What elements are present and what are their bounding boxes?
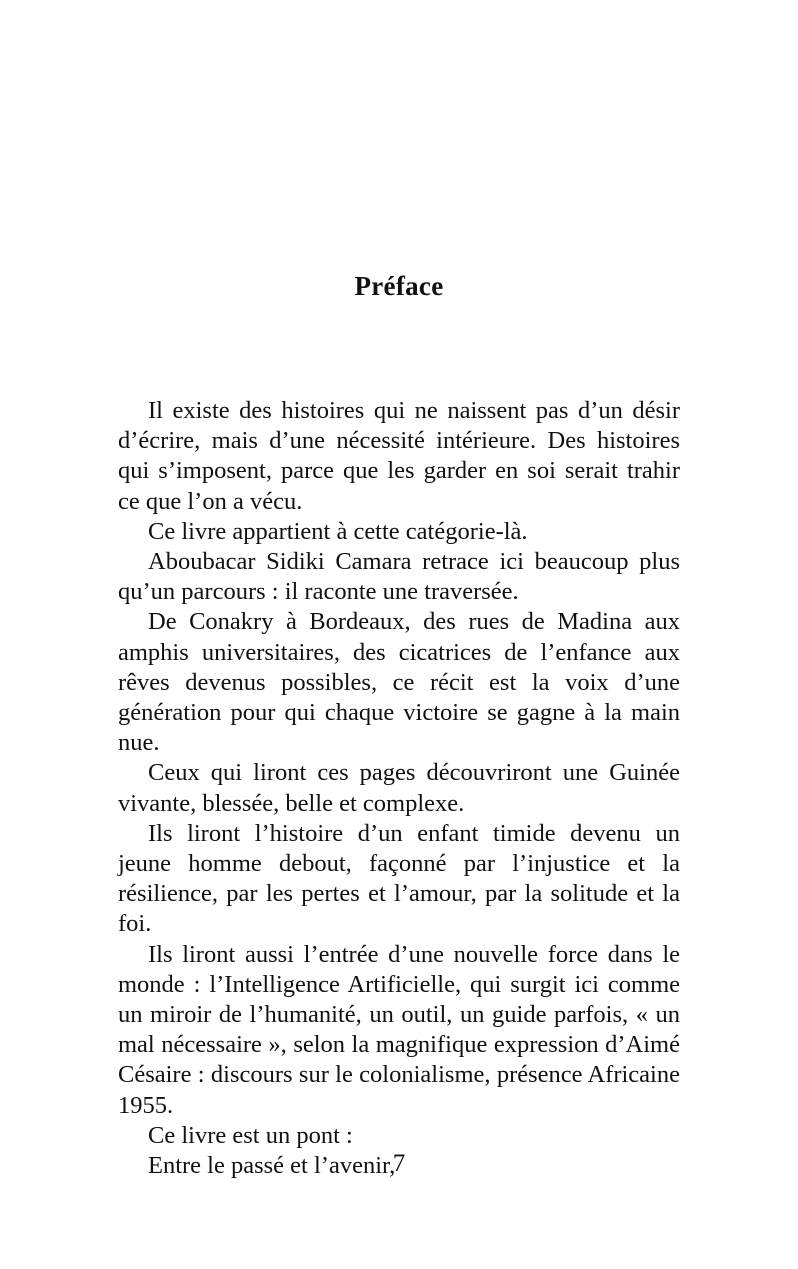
- paragraph: Ce livre est un pont :: [148, 1121, 353, 1149]
- paragraph: Entre le passé et l’avenir,: [148, 1152, 396, 1180]
- preface-body: [118, 396, 680, 1181]
- paragraph: De Conakry à Bordeaux, des rues de Madina aux amphis universitaires, des cicatrices de l’enfance aux rêves devenus possibles, ce récit est la voix d’une génération pour qui chaque victoire se gagne à la main nue.: [118, 608, 680, 757]
- page-number: 7: [392, 1150, 406, 1177]
- page-title: Préface: [354, 271, 444, 301]
- paragraph: Ils liront l’histoire d’un enfant timide devenu un jeune homme debout, façonné par l’injustice et la résilience, par les pertes et l’amour, par la solitude et la foi.: [118, 819, 680, 938]
- paragraph: Aboubacar Sidiki Camara retrace ici beaucoup plus qu’un parcours : il raconte une traversée.: [118, 548, 680, 606]
- paragraph: Ceux qui liront ces pages découvriront une Guinée vivante, blessée, belle et complexe.: [118, 759, 680, 817]
- paragraph: Ils liront aussi l’entrée d’une nouvelle force dans le monde : l’Intelligence Artificielle, qui surgit ici comme un miroir de l’humanité, un outil, un guide parfois, « un mal nécessaire », selon la magnifique expression d’Aimé Césaire : discours sur le colonialisme, présence Africaine 1955.: [118, 940, 680, 1119]
- paragraph: Ce livre appartient à cette catégorie-là.: [148, 517, 528, 545]
- paragraph: Il existe des histoires qui ne naissent pas d’un désir d’écrire, mais d’une nécessité intérieure. Des histoires qui s’imposent, parce que les garder en soi serait trahir ce que l’on a vécu.: [118, 397, 680, 515]
